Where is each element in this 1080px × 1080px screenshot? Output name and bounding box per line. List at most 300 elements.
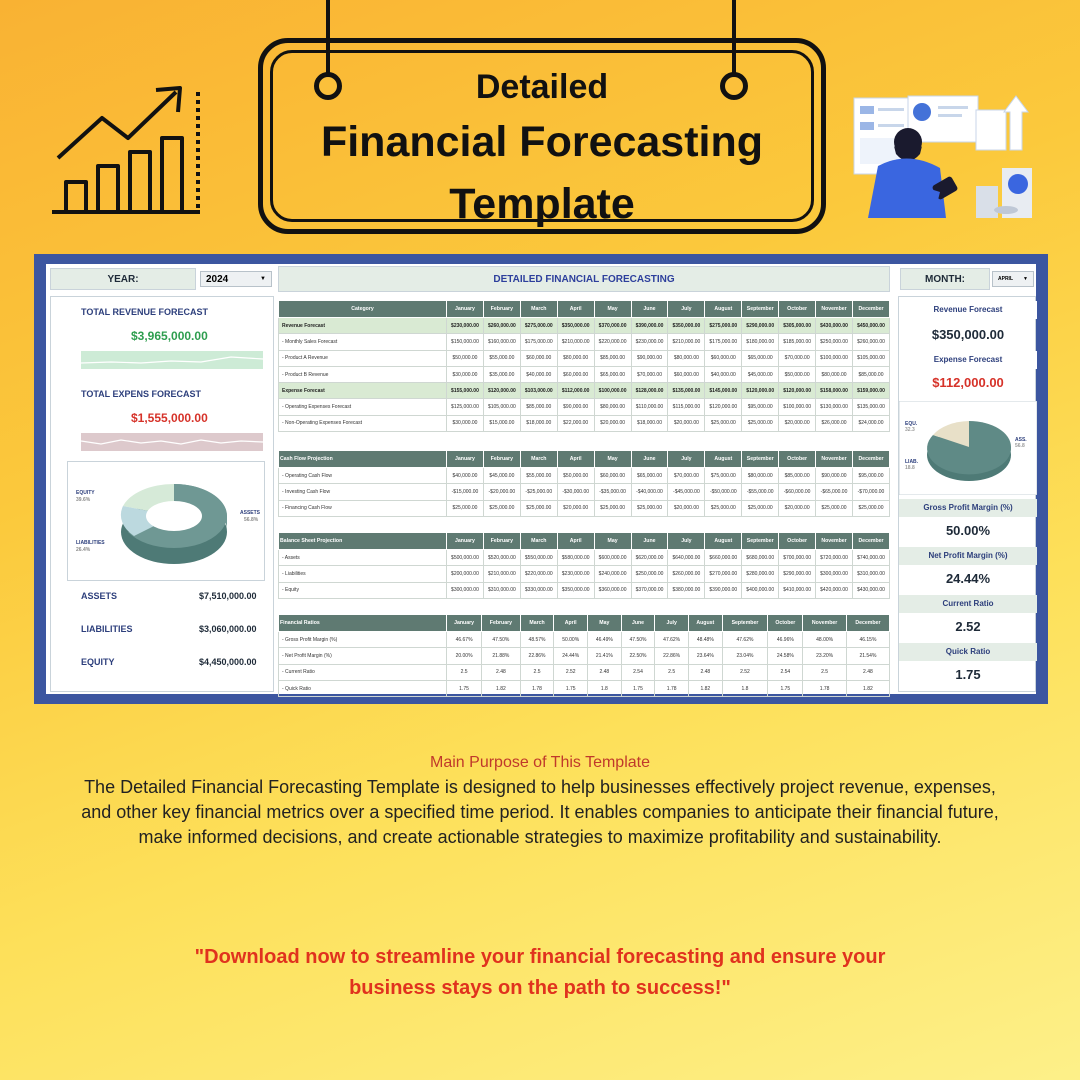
value-cell[interactable]: 48.48% <box>688 632 722 648</box>
value-cell[interactable]: $210,000.00 <box>557 334 594 350</box>
value-cell[interactable]: -$60,000.00 <box>779 484 816 500</box>
value-cell[interactable]: 1.8 <box>722 680 768 696</box>
value-cell[interactable]: $740,000.00 <box>852 550 889 566</box>
value-cell[interactable]: 48.00% <box>803 632 846 648</box>
value-cell[interactable]: $80,000.00 <box>557 350 594 366</box>
month-expense-label: Expense Forecast <box>899 351 1037 369</box>
value-cell[interactable]: $80,000.00 <box>594 399 631 415</box>
person-analyst-illustration <box>848 90 1040 220</box>
value-cell[interactable]: $25,000.00 <box>594 500 631 516</box>
value-cell[interactable]: $100,000.00 <box>816 350 853 366</box>
month-header-cell: March <box>520 451 557 468</box>
value-cell[interactable]: 20.00% <box>447 648 482 664</box>
table-row <box>279 383 890 399</box>
table-row <box>279 566 890 582</box>
row-label-cell: - Product B Revenue <box>279 366 447 382</box>
value-cell[interactable]: $65,000.00 <box>594 366 631 382</box>
month-header-cell: November <box>816 451 853 468</box>
month-header-cell: July <box>668 301 705 318</box>
value-cell[interactable]: $75,000.00 <box>705 468 742 484</box>
value-cell[interactable]: $85,000.00 <box>779 468 816 484</box>
value-cell[interactable]: $350,000.00 <box>557 318 594 334</box>
value-cell[interactable]: $20,000.00 <box>668 415 705 431</box>
pie-ass-label: ASS. <box>1015 437 1027 443</box>
value-cell[interactable]: $20,000.00 <box>668 500 705 516</box>
month-header-cell: March <box>520 301 557 318</box>
value-cell[interactable]: $40,000.00 <box>705 366 742 382</box>
value-cell[interactable]: $430,000.00 <box>852 582 889 598</box>
month-header-cell: July <box>668 451 705 468</box>
title-line-1: Detailed <box>475 68 609 106</box>
value-cell[interactable]: $220,000.00 <box>520 566 557 582</box>
assets-label: ASSETS <box>81 591 118 601</box>
month-header-cell: January <box>447 615 482 632</box>
value-cell[interactable]: 1.8 <box>588 680 622 696</box>
value-cell[interactable]: $25,000.00 <box>631 500 668 516</box>
gross-profit-margin-label: Gross Profit Margin (%) <box>899 499 1037 517</box>
table-row <box>279 500 890 516</box>
value-cell[interactable]: 2.54 <box>768 664 803 680</box>
value-cell[interactable]: $45,000.00 <box>742 366 779 382</box>
value-cell[interactable]: 2.5 <box>520 664 554 680</box>
value-cell[interactable]: $200,000.00 <box>447 566 484 582</box>
value-cell[interactable]: $18,000.00 <box>631 415 668 431</box>
value-cell[interactable]: $520,000.00 <box>483 550 520 566</box>
value-cell[interactable]: $270,000.00 <box>705 566 742 582</box>
value-cell[interactable]: $115,000.00 <box>668 399 705 415</box>
month-header-cell: October <box>768 615 803 632</box>
month-revenue-value: $350,000.00 <box>931 327 1005 342</box>
value-cell[interactable]: $290,000.00 <box>779 566 816 582</box>
net-profit-margin-label: Net Profit Margin (%) <box>899 547 1037 565</box>
month-header-cell: November <box>816 301 853 318</box>
value-cell[interactable]: $580,000.00 <box>557 550 594 566</box>
value-cell[interactable]: $105,000.00 <box>483 399 520 415</box>
value-cell[interactable]: 2.48 <box>588 664 622 680</box>
value-cell[interactable]: $120,000.00 <box>742 383 779 399</box>
row-label-cell: - Financing Cash Flow <box>279 500 447 516</box>
equity-value: $4,450,000.00 <box>199 657 257 667</box>
month-header-cell: May <box>594 301 631 318</box>
value-cell[interactable]: $720,000.00 <box>816 550 853 566</box>
table-row <box>279 648 890 664</box>
value-cell[interactable]: -$25,000.00 <box>520 484 557 500</box>
value-cell[interactable]: 2.5 <box>803 664 846 680</box>
value-cell[interactable]: $85,000.00 <box>852 366 889 382</box>
value-cell[interactable]: $500,000.00 <box>447 550 484 566</box>
month-header-cell: December <box>852 301 889 318</box>
row-label-cell: - Investing Cash Flow <box>279 484 447 500</box>
value-cell[interactable]: $230,000.00 <box>447 318 484 334</box>
value-cell[interactable]: 21.41% <box>588 648 622 664</box>
value-cell[interactable]: -$40,000.00 <box>631 484 668 500</box>
growth-chart-icon <box>48 82 204 218</box>
value-cell[interactable]: $680,000.00 <box>742 550 779 566</box>
value-cell[interactable]: $40,000.00 <box>520 366 557 382</box>
value-cell[interactable]: $350,000.00 <box>557 582 594 598</box>
value-cell[interactable]: 21.88% <box>482 648 521 664</box>
value-cell[interactable]: $400,000.00 <box>742 582 779 598</box>
month-header-cell: September <box>742 301 779 318</box>
year-value: 2024 <box>206 273 229 285</box>
value-cell[interactable]: $310,000.00 <box>852 566 889 582</box>
value-cell[interactable]: -$50,000.00 <box>705 484 742 500</box>
value-cell[interactable]: $300,000.00 <box>816 566 853 582</box>
value-cell[interactable]: 2.48 <box>688 664 722 680</box>
value-cell[interactable]: $20,000.00 <box>594 415 631 431</box>
value-cell[interactable]: $430,000.00 <box>816 318 853 334</box>
value-cell[interactable]: $180,000.00 <box>742 334 779 350</box>
value-cell[interactable]: $159,000.00 <box>852 383 889 399</box>
value-cell[interactable]: $25,000.00 <box>520 500 557 516</box>
value-cell[interactable]: $450,000.00 <box>852 318 889 334</box>
table-title-cell: Financial Ratios <box>279 615 447 632</box>
value-cell[interactable]: 23.04% <box>722 648 768 664</box>
value-cell[interactable]: $95,000.00 <box>742 399 779 415</box>
value-cell[interactable]: $260,000.00 <box>852 334 889 350</box>
value-cell[interactable]: $420,000.00 <box>816 582 853 598</box>
value-cell[interactable]: 2.52 <box>722 664 768 680</box>
value-cell[interactable]: $280,000.00 <box>742 566 779 582</box>
value-cell[interactable]: $175,000.00 <box>705 334 742 350</box>
value-cell[interactable]: 1.82 <box>846 680 889 696</box>
value-cell[interactable]: $55,000.00 <box>520 468 557 484</box>
month-header-cell: August <box>688 615 722 632</box>
value-cell[interactable]: $275,000.00 <box>705 318 742 334</box>
value-cell[interactable]: 22.50% <box>621 648 655 664</box>
value-cell[interactable]: 2.5 <box>655 664 689 680</box>
value-cell[interactable]: 48.57% <box>520 632 554 648</box>
value-cell[interactable]: $70,000.00 <box>631 366 668 382</box>
month-header-cell: January <box>447 451 484 468</box>
month-header-cell: March <box>520 615 554 632</box>
value-cell[interactable]: 24.58% <box>768 648 803 664</box>
value-cell[interactable]: $370,000.00 <box>631 582 668 598</box>
value-cell[interactable]: $50,000.00 <box>557 468 594 484</box>
month-select[interactable] <box>992 271 1034 287</box>
value-cell[interactable]: $120,000.00 <box>705 399 742 415</box>
value-cell[interactable]: 1.78 <box>520 680 554 696</box>
month-header-cell: May <box>594 533 631 550</box>
value-cell[interactable]: $35,000.00 <box>483 366 520 382</box>
value-cell[interactable]: $25,000.00 <box>447 500 484 516</box>
value-cell[interactable]: 21.54% <box>846 648 889 664</box>
value-cell[interactable]: $100,000.00 <box>779 399 816 415</box>
value-cell[interactable]: $185,000.00 <box>779 334 816 350</box>
value-cell[interactable]: $150,000.00 <box>447 334 484 350</box>
value-cell[interactable]: $105,000.00 <box>852 350 889 366</box>
value-cell[interactable]: 1.75 <box>447 680 482 696</box>
value-cell[interactable]: $80,000.00 <box>742 468 779 484</box>
value-cell[interactable]: $55,000.00 <box>483 350 520 366</box>
row-label-cell: - Product A Revenue <box>279 350 447 366</box>
value-cell[interactable]: $60,000.00 <box>668 366 705 382</box>
value-cell[interactable]: $380,000.00 <box>668 582 705 598</box>
value-cell[interactable]: $130,000.00 <box>816 399 853 415</box>
value-cell[interactable]: $90,000.00 <box>557 399 594 415</box>
value-cell[interactable]: $20,000.00 <box>779 500 816 516</box>
donut-liabilities-label: LIABILITIES <box>76 540 105 546</box>
forecast-table <box>278 300 890 432</box>
value-cell[interactable]: $112,000.00 <box>557 383 594 399</box>
value-cell[interactable]: $110,000.00 <box>631 399 668 415</box>
value-cell[interactable]: $85,000.00 <box>594 350 631 366</box>
value-cell[interactable]: $70,000.00 <box>668 468 705 484</box>
value-cell[interactable]: $25,000.00 <box>816 500 853 516</box>
dashboard-sheet <box>34 254 1048 704</box>
value-cell[interactable]: $50,000.00 <box>779 366 816 382</box>
value-cell[interactable]: $65,000.00 <box>742 350 779 366</box>
value-cell[interactable]: $240,000.00 <box>594 566 631 582</box>
value-cell[interactable]: $25,000.00 <box>742 415 779 431</box>
value-cell[interactable]: $290,000.00 <box>742 318 779 334</box>
value-cell[interactable]: 24.44% <box>554 648 588 664</box>
month-header-cell: April <box>557 301 594 318</box>
value-cell[interactable]: -$55,000.00 <box>742 484 779 500</box>
cta-line-1: "Download now to streamline your financial forecasting and ensure your <box>194 946 886 968</box>
value-cell[interactable]: $135,000.00 <box>668 383 705 399</box>
donut-assets-pct: 56.8% <box>244 517 259 523</box>
value-cell[interactable]: $128,000.00 <box>631 383 668 399</box>
value-cell[interactable]: $24,000.00 <box>852 415 889 431</box>
value-cell[interactable]: $65,000.00 <box>631 468 668 484</box>
value-cell[interactable]: $85,000.00 <box>520 399 557 415</box>
table-header-row <box>279 451 890 468</box>
description-body: The Detailed Financial Forecasting Template is designed to help businesses effectively project revenue, expenses, and other key financial metrics over a specified time period. It enables companies to anticipate their financial future, make informed decisions, and create actionable strategies to maximize profitability and sustainability. <box>81 777 999 847</box>
title-line-3: Template <box>449 180 635 228</box>
value-cell[interactable]: $135,000.00 <box>852 399 889 415</box>
value-cell[interactable]: $250,000.00 <box>816 334 853 350</box>
value-cell[interactable]: $45,000.00 <box>483 468 520 484</box>
value-cell[interactable]: $410,000.00 <box>779 582 816 598</box>
row-label-cell: - Net Profit Margin (%) <box>279 648 447 664</box>
value-cell[interactable]: 46.67% <box>447 632 482 648</box>
value-cell[interactable]: -$30,000.00 <box>557 484 594 500</box>
value-cell[interactable]: $15,000.00 <box>483 415 520 431</box>
value-cell[interactable]: 1.78 <box>655 680 689 696</box>
value-cell[interactable]: $120,000.00 <box>483 383 520 399</box>
expense-sparkline <box>81 433 263 451</box>
value-cell[interactable]: $640,000.00 <box>668 550 705 566</box>
value-cell[interactable]: 2.5 <box>447 664 482 680</box>
value-cell[interactable]: $210,000.00 <box>668 334 705 350</box>
forecast-tables-area <box>278 300 890 692</box>
value-cell[interactable]: $95,000.00 <box>852 468 889 484</box>
chevron-down-icon: ▼ <box>1023 276 1028 282</box>
value-cell[interactable]: $360,000.00 <box>594 582 631 598</box>
value-cell[interactable]: 1.75 <box>554 680 588 696</box>
month-header-cell: February <box>483 533 520 550</box>
value-cell[interactable]: 22.86% <box>655 648 689 664</box>
pie-liab-label: LIAB. <box>905 459 919 465</box>
value-cell[interactable]: $103,000.00 <box>520 383 557 399</box>
table-row <box>279 664 890 680</box>
month-header-cell: February <box>483 451 520 468</box>
value-cell[interactable]: $22,000.00 <box>557 415 594 431</box>
month-header-cell: June <box>631 301 668 318</box>
value-cell[interactable]: 23.20% <box>803 648 846 664</box>
value-cell[interactable]: $158,000.00 <box>816 383 853 399</box>
value-cell[interactable]: 47.50% <box>621 632 655 648</box>
cta-line-2: business stays on the path to success!" <box>349 977 731 999</box>
month-header-cell: May <box>588 615 622 632</box>
value-cell[interactable]: $390,000.00 <box>705 582 742 598</box>
value-cell[interactable]: 2.48 <box>482 664 521 680</box>
value-cell[interactable]: 2.48 <box>846 664 889 680</box>
table-row <box>279 318 890 334</box>
value-cell[interactable]: $250,000.00 <box>631 566 668 582</box>
value-cell[interactable]: 2.52 <box>554 664 588 680</box>
row-label-cell: - Monthly Sales Forecast <box>279 334 447 350</box>
row-label-cell: - Operating Expenses Forecast <box>279 399 447 415</box>
value-cell[interactable]: 50.00% <box>554 632 588 648</box>
month-header-cell: August <box>705 533 742 550</box>
value-cell[interactable]: -$65,000.00 <box>816 484 853 500</box>
row-label-cell: - Quick Ratio <box>279 680 447 696</box>
value-cell[interactable]: $390,000.00 <box>631 318 668 334</box>
value-cell[interactable]: 46.96% <box>768 632 803 648</box>
value-cell[interactable]: 23.64% <box>688 648 722 664</box>
table-row <box>279 350 890 366</box>
value-cell[interactable]: $125,000.00 <box>447 399 484 415</box>
value-cell[interactable]: 1.82 <box>482 680 521 696</box>
value-cell[interactable]: 2.54 <box>621 664 655 680</box>
month-label: MONTH: <box>900 268 990 290</box>
value-cell[interactable]: $305,000.00 <box>779 318 816 334</box>
value-cell[interactable]: $50,000.00 <box>447 350 484 366</box>
month-header-cell: March <box>520 533 557 550</box>
table-row <box>279 632 890 648</box>
net-profit-margin-value: 24.44% <box>945 571 991 586</box>
value-cell[interactable]: $300,000.00 <box>447 582 484 598</box>
value-cell[interactable]: $25,000.00 <box>742 500 779 516</box>
value-cell[interactable]: 46.49% <box>588 632 622 648</box>
value-cell[interactable]: $40,000.00 <box>447 468 484 484</box>
liabilities-value: $3,060,000.00 <box>199 624 257 634</box>
table-header-row <box>279 533 890 550</box>
current-ratio-label: Current Ratio <box>899 595 1037 613</box>
value-cell[interactable]: 1.82 <box>688 680 722 696</box>
value-cell[interactable]: $80,000.00 <box>816 366 853 382</box>
value-cell[interactable]: $160,000.00 <box>483 334 520 350</box>
value-cell[interactable]: $25,000.00 <box>705 415 742 431</box>
value-cell[interactable]: $90,000.00 <box>631 350 668 366</box>
pie-ass-pct: 56.8 <box>1015 443 1025 449</box>
year-select[interactable] <box>200 271 272 287</box>
value-cell[interactable]: $80,000.00 <box>668 350 705 366</box>
total-revenue-value: $3,965,000.00 <box>131 329 208 343</box>
balance-donut-chart-box <box>67 461 265 581</box>
value-cell[interactable]: $155,000.00 <box>447 383 484 399</box>
value-cell[interactable]: $260,000.00 <box>483 318 520 334</box>
row-label-cell: - Gross Profit Margin (%) <box>279 632 447 648</box>
value-cell[interactable]: 47.62% <box>722 632 768 648</box>
row-label-cell: Expense Forecast <box>279 383 447 399</box>
value-cell[interactable]: $330,000.00 <box>520 582 557 598</box>
value-cell[interactable]: -$70,000.00 <box>852 484 889 500</box>
value-cell[interactable]: $230,000.00 <box>631 334 668 350</box>
value-cell[interactable]: $90,000.00 <box>816 468 853 484</box>
value-cell[interactable]: -$35,000.00 <box>594 484 631 500</box>
value-cell[interactable]: $145,000.00 <box>705 383 742 399</box>
value-cell[interactable]: $20,000.00 <box>779 415 816 431</box>
month-header-cell: May <box>594 451 631 468</box>
table-row <box>279 468 890 484</box>
value-cell[interactable]: $700,000.00 <box>779 550 816 566</box>
row-label-cell: - Assets <box>279 550 447 566</box>
value-cell[interactable]: $25,000.00 <box>705 500 742 516</box>
value-cell[interactable]: 1.75 <box>621 680 655 696</box>
year-label: YEAR: <box>50 268 196 290</box>
value-cell[interactable]: $220,000.00 <box>594 334 631 350</box>
value-cell[interactable]: $370,000.00 <box>594 318 631 334</box>
value-cell[interactable]: 47.62% <box>655 632 689 648</box>
value-cell[interactable]: $275,000.00 <box>520 318 557 334</box>
value-cell[interactable]: 46.15% <box>846 632 889 648</box>
row-label-cell: - Non-Operating Expenses Forecast <box>279 415 447 431</box>
value-cell[interactable]: -$15,000.00 <box>447 484 484 500</box>
value-cell[interactable]: $550,000.00 <box>520 550 557 566</box>
value-cell[interactable]: $230,000.00 <box>557 566 594 582</box>
donut-assets-label: ASSETS <box>240 510 261 516</box>
month-header-cell: January <box>447 533 484 550</box>
month-header-cell: February <box>482 615 521 632</box>
table-title-cell: Cash Flow Projection <box>279 451 447 468</box>
value-cell[interactable]: $25,000.00 <box>852 500 889 516</box>
value-cell[interactable]: $210,000.00 <box>483 566 520 582</box>
equity-label: EQUITY <box>81 657 115 667</box>
template-description <box>40 750 1040 850</box>
month-header-cell: July <box>655 615 689 632</box>
value-cell[interactable]: $60,000.00 <box>520 350 557 366</box>
value-cell[interactable]: $60,000.00 <box>594 468 631 484</box>
value-cell[interactable]: $310,000.00 <box>483 582 520 598</box>
value-cell[interactable]: 47.50% <box>482 632 521 648</box>
value-cell[interactable]: $25,000.00 <box>483 500 520 516</box>
value-cell[interactable]: $30,000.00 <box>447 415 484 431</box>
value-cell[interactable]: $120,000.00 <box>779 383 816 399</box>
month-header-cell: January <box>447 301 484 318</box>
value-cell[interactable]: $600,000.00 <box>594 550 631 566</box>
value-cell[interactable]: 22.86% <box>520 648 554 664</box>
month-header-cell: December <box>846 615 889 632</box>
value-cell[interactable]: $620,000.00 <box>631 550 668 566</box>
value-cell[interactable]: $100,000.00 <box>594 383 631 399</box>
value-cell[interactable]: $26,000.00 <box>816 415 853 431</box>
value-cell[interactable]: 1.75 <box>768 680 803 696</box>
value-cell[interactable]: 1.78 <box>803 680 846 696</box>
pie-liab-pct: 18.8 <box>905 465 915 471</box>
value-cell[interactable]: $18,000.00 <box>520 415 557 431</box>
total-expense-label: TOTAL EXPENS FORECAST <box>81 389 202 399</box>
value-cell[interactable]: $60,000.00 <box>557 366 594 382</box>
value-cell[interactable]: $350,000.00 <box>668 318 705 334</box>
value-cell[interactable]: $660,000.00 <box>705 550 742 566</box>
total-revenue-label: TOTAL REVENUE FORECAST <box>81 307 209 317</box>
forecast-table <box>278 614 890 697</box>
value-cell[interactable]: -$45,000.00 <box>668 484 705 500</box>
value-cell[interactable]: $175,000.00 <box>520 334 557 350</box>
chevron-down-icon: ▼ <box>260 276 266 282</box>
value-cell[interactable]: $20,000.00 <box>557 500 594 516</box>
value-cell[interactable]: $70,000.00 <box>779 350 816 366</box>
value-cell[interactable]: $60,000.00 <box>705 350 742 366</box>
value-cell[interactable]: $260,000.00 <box>668 566 705 582</box>
value-cell[interactable]: $30,000.00 <box>447 366 484 382</box>
current-ratio-value: 2.52 <box>955 619 981 634</box>
value-cell[interactable]: -$20,000.00 <box>483 484 520 500</box>
month-header-cell: April <box>554 615 588 632</box>
